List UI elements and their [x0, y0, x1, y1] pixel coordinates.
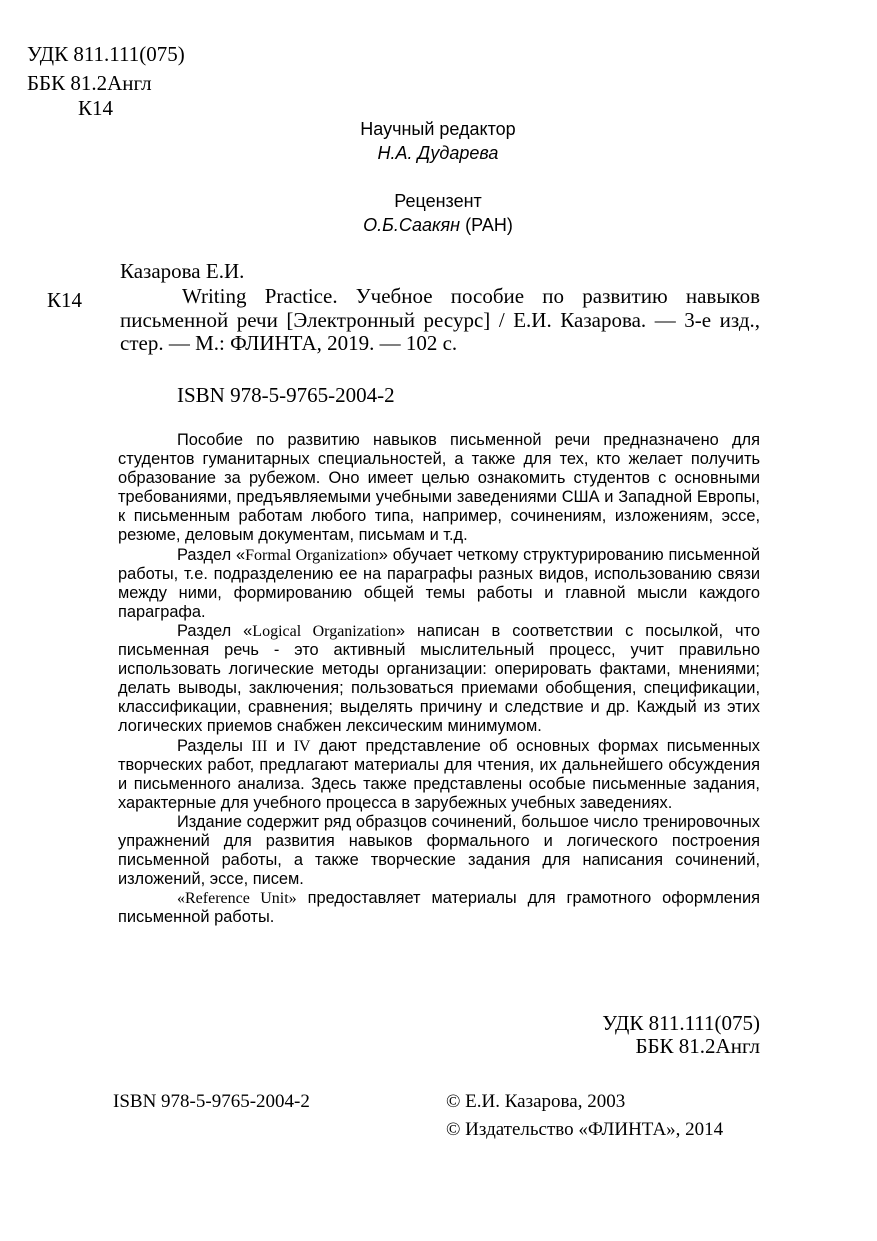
section-number: IV — [293, 737, 311, 755]
copyright-block — [446, 1088, 723, 1144]
bibliography-author: Казарова Е.И. — [120, 259, 245, 283]
reviewer-affiliation: (РАН) — [465, 215, 513, 235]
reviewer-role: Рецензент — [394, 191, 482, 211]
classification-block — [27, 40, 185, 98]
abstract-paragraph: Издание содержит ряд образцов сочинений, большое число тренировочных упражнений для развития навыков формального и логического построения письменной работы, а также творческие задания для написания сочинений, изложений, эссе, писем. — [118, 812, 760, 889]
abstract-text: Разделы — [177, 736, 252, 755]
editor-block — [230, 117, 646, 165]
author-sign-top: К14 — [78, 96, 114, 120]
copyright-publisher: © Издательство «ФЛИНТА», 2014 — [446, 1119, 724, 1140]
bibliography-description — [120, 285, 760, 356]
abstract-text: предоставляет материалы для грамотного оформления письменной работы. — [118, 889, 760, 927]
footer-classification — [530, 1012, 760, 1058]
abstract-text: Раздел « — [177, 545, 246, 564]
abstract-text: » написан в соответствии с посылкой, что письменная речь - это активный мыслительный процесс, учит правильно использовать логические методы организации: оперировать фактами, мнениями; делать выводы, заключения; пользоваться приемами обобщения, спецификации, классификации, сравнения; выделять причину и следствие и др. Каждый из этих логических приемов снабжен лексическим минимумом. — [118, 621, 760, 736]
abstract-text: и — [267, 736, 294, 755]
abstract-paragraph — [118, 622, 760, 737]
bbk-code: ББК 81.2Англ — [27, 71, 152, 95]
footer-bbk: ББК 81.2Англ — [635, 1034, 760, 1058]
bibliography-author-sign: К14 — [47, 288, 83, 312]
abstract — [118, 431, 760, 927]
editor-name: Н.А. Дударева — [377, 143, 499, 163]
section-title: «Reference Unit» — [177, 890, 297, 908]
editor-role: Научный редактор — [360, 119, 516, 139]
section-number: III — [251, 737, 268, 755]
section-title: Formal Organization — [245, 546, 379, 564]
reviewer-name: О.Б.Саакян — [363, 215, 461, 235]
footer-udk: УДК 811.111(075) — [602, 1011, 760, 1035]
udk-code: УДК 811.111(075) — [27, 42, 185, 66]
abstract-paragraph: Пособие по развитию навыков письменной речи предназначено для студентов гуманитарных специальностей, а также для тех, кто желает получить образование за рубежом. Оно имеет целью ознакомить студентов с основными требованиями, предъявляемыми учебными заведениями США и Западной Европы, к письменным работам любого типа, например, сочинениям, изложениям, эссе, резюме, деловым документам, письмам и т.д. — [118, 431, 760, 545]
bibliography-isbn: ISBN 978-5-9765-2004-2 — [177, 383, 395, 407]
abstract-text: » обучает четкому структурированию письменной работы, т.е. подразделению ее на параграфы разных видов, использованию связи между ними, формированию общей темы работы и главной мысли каждого параграфа. — [118, 545, 760, 621]
abstract-paragraph — [118, 546, 760, 622]
abstract-paragraph — [118, 889, 760, 927]
footer-isbn: ISBN 978-5-9765-2004-2 — [113, 1091, 310, 1112]
reviewer-block — [230, 189, 646, 237]
abstract-text: дают представление об основных формах письменных творческих работ, предлагают материалы для чтения, их дальнейшего обсуждения и письменного анализа. Здесь также представлены особые письменные задания, характерные для учебного процесса в зарубежных учебных заведениях. — [118, 736, 761, 812]
abstract-text: Раздел « — [177, 621, 253, 640]
reviewer-line — [230, 213, 646, 237]
copyright-author: © Е.И. Казарова, 2003 — [446, 1091, 626, 1112]
section-title: Logical Organization — [252, 622, 396, 640]
abstract-paragraph — [118, 737, 760, 813]
bibliography-description-text: Writing Practice. Учебное пособие по развитию навыков письменной речи [Электронный ресурс] / Е.И. Казарова. — 3-е изд., стер. — М.: ФЛИНТА, 2019. — 102 с. — [120, 284, 760, 355]
